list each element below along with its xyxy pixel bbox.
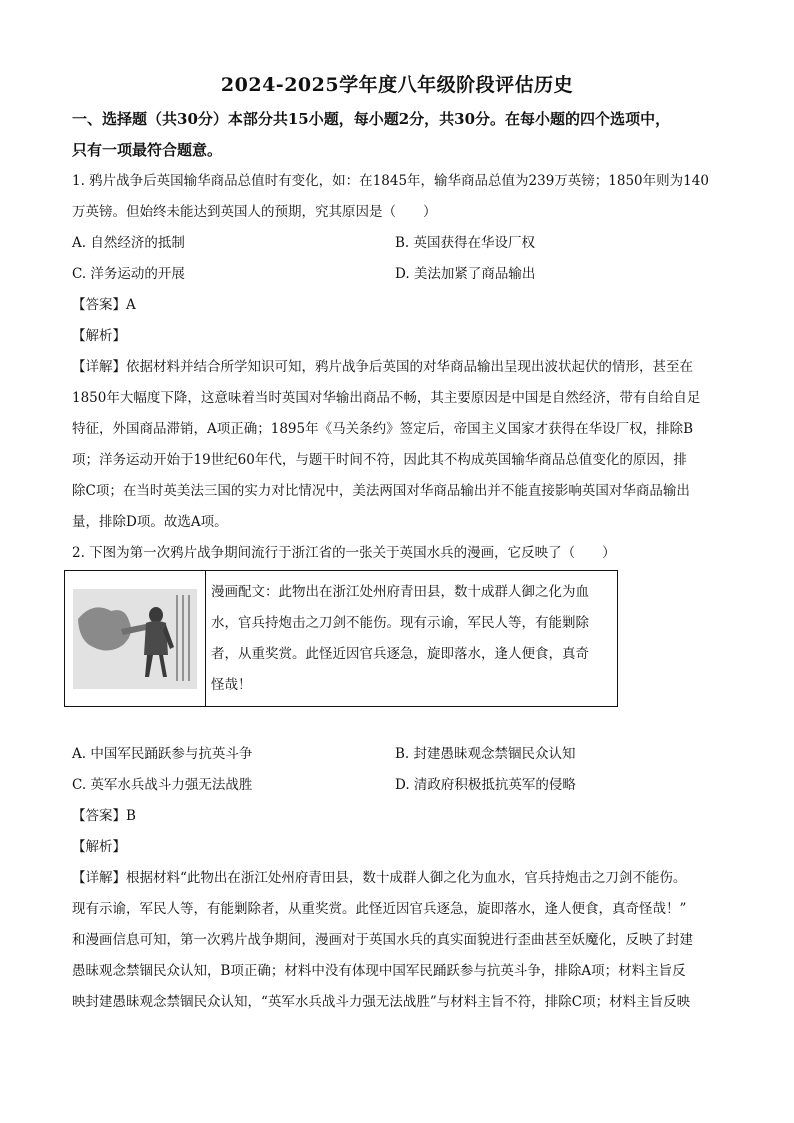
q1-analysis-label: 【解析】: [72, 328, 126, 344]
q2-answer: 【答案】B: [72, 808, 136, 824]
q1-option-a: A. 自然经济的抵制: [72, 235, 185, 251]
q1-answer: 【答案】A: [72, 297, 136, 313]
cartoon-caption-line-2: 水，官兵持炮击之刀剑不能伤。现有示谕，军民人等，有能剿除: [211, 615, 589, 631]
q2-stem-line-1: 2. 下图为第一次鸦片战争期间流行于浙江省的一张关于英国水兵的漫画，它反映了（ ）: [72, 545, 616, 561]
cartoon-caption-line-3: 者，从重奖赏。此怪近因官兵逐急，旋即落水，逢人便食，真奇: [211, 646, 589, 662]
page-title: 2024-2025学年度八年级阶段评估历史: [220, 74, 574, 96]
q1-option-d: D. 美法加紧了商品输出: [395, 266, 536, 282]
q2-option-d: D. 清政府积极抵抗英军的侵略: [395, 777, 576, 793]
cartoon-caption-line-4: 怪哉！: [211, 677, 252, 693]
q1-stem-line-2: 万英镑。但始终未能达到英国人的预期，究其原因是（ ）: [72, 204, 437, 220]
q2-analysis-label: 【解析】: [72, 839, 126, 855]
q2-detail-line-1: 【详解】根据材料“此物出在浙江处州府青田县，数十成群人御之化为血水，官兵持炮击之刀剑不能伤。: [72, 870, 687, 886]
q1-detail-line-4: 项；洋务运动开始于19世纪60年代，与题干时间不符，因此其不构成英国输华商品总值变化的原因，排: [72, 452, 687, 468]
q2-detail-line-2: 现有示谕，军民人等，有能剿除者，从重奖赏。此怪近因官兵逐急，旋即落水，逢人便食，真奇怪哉！”: [72, 901, 687, 917]
q1-detail-line-1: 【详解】依据材料并结合所学知识可知，鸦片战争后英国的对华商品输出呈现出波状起伏的情形，甚至在: [72, 359, 693, 375]
q1-detail-line-5: 除C项；在当时英美法三国的实力对比情况中，美法两国对华商品输出并不能直接影响英国对华商品输出: [72, 483, 690, 499]
cartoon-caption: [211, 577, 611, 701]
q2-option-a: A. 中国军民踊跃参与抗英斗争: [72, 746, 253, 762]
q1-option-c: C. 洋务运动的开展: [72, 266, 185, 282]
cartoon-frame: [64, 570, 618, 707]
q2-detail-line-4: 愚昧观念禁锢民众认知，B项正确；材料中没有体现中国军民踊跃参与抗英斗争，排除A项；材料主旨反: [72, 963, 686, 979]
q1-detail-line-6: 量，排除D项。故选A项。: [72, 514, 228, 530]
q1-stem-line-1: 1. 鸦片战争后英国输华商品总值时有变化，如：在1845年，输华商品总值为239万英镑；1850年则为140: [72, 173, 709, 189]
section-header-line-2: 只有一项最符合题意。: [72, 141, 223, 159]
q2-detail-line-3: 和漫画信息可知，第一次鸦片战争期间，漫画对于英国水兵的真实面貌进行歪曲甚至妖魔化，反映了封建: [72, 932, 693, 948]
q2-option-b: B. 封建愚昧观念禁锢民众认知: [395, 746, 576, 762]
cartoon-sailor-image: [73, 589, 197, 689]
section-header: [72, 104, 732, 166]
section-header-line-1: 一、选择题（共30分）本部分共15小题，每小题2分，共30分。在每小题的四个选项中，: [72, 110, 671, 128]
q1-detail-line-2: 1850年大幅度下降，这意味着当时英国对华输出商品不畅，其主要原因是中国是自然经济，带有自给自足: [72, 390, 701, 406]
cartoon-image-cell: [65, 571, 206, 706]
cartoon-caption-line-1: 漫画配文：此物出在浙江处州府青田县，数十成群人御之化为血: [211, 584, 589, 600]
q1-option-b: B. 英国获得在华设厂权: [395, 235, 536, 251]
q2-detail-line-5: 映封建愚昧观念禁锢民众认知，“英军水兵战斗力强无法战胜”与材料主旨不符，排除C项；材料主旨反映: [72, 994, 691, 1010]
q1-detail-line-3: 特征，外国商品滞销，A项正确；1895年《马关条约》签定后，帝国主义国家才获得在华设厂权，排除B: [72, 421, 694, 437]
q2-option-c: C. 英军水兵战斗力强无法战胜: [72, 777, 253, 793]
